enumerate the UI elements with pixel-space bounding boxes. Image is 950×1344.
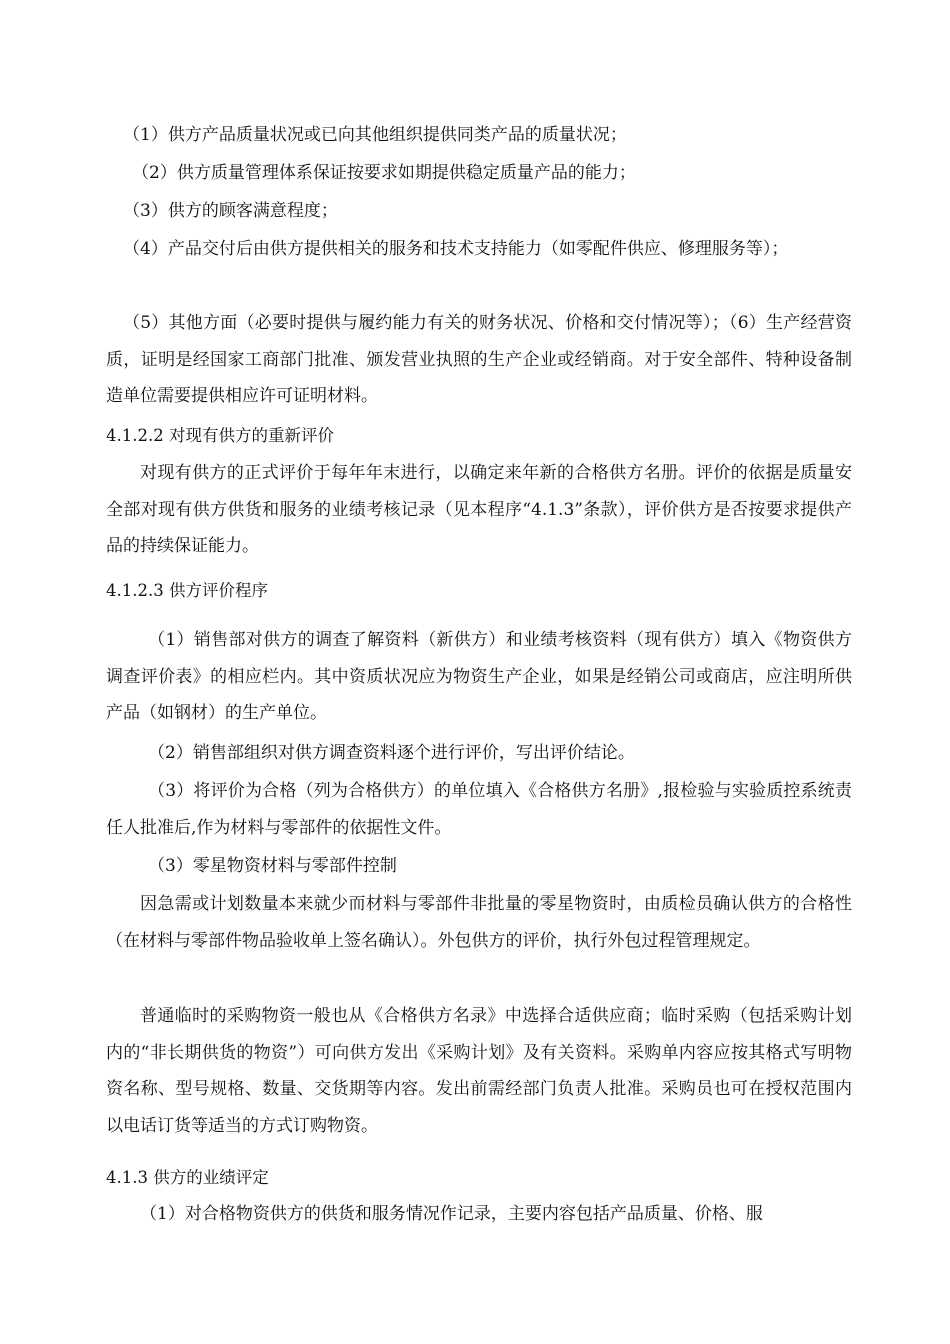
- paragraph-criteria-5-6: （5）其他方面（必要时提供与履约能力有关的财务状况、价格和交付情况等）；（6）生产经营资质，证明是经国家工商部门批准、颁发营业执照的生产企业或经销商。对于安全部件、特种设备制造单位需要提供相应许可证明材料。: [106, 313, 852, 406]
- paragraph-performance-1: （1）对合格物资供方的供货和服务情况作记录，主要内容包括产品质量、价格、服: [140, 1204, 763, 1224]
- paragraph-criteria-3: （3）供方的顾客满意程度；: [123, 201, 338, 221]
- paragraph-procedure-3-sporadic: （3）零星物资材料与零部件控制: [148, 856, 397, 876]
- paragraph-reevaluation: 对现有供方的正式评价于每年年末进行，以确定来年新的合格供方名册。评价的依据是质量安全部对现有供方供货和服务的业绩考核记录（见本程序“4.1.3”条款），评价供方是否按要求提供产品的持续保证能力。: [106, 463, 852, 556]
- paragraph-procedure-2: （2）销售部组织对供方调查资料逐个进行评价，写出评价结论。: [148, 743, 635, 763]
- paragraph-sporadic-materials: 因急需或计划数量本来就少而材料与零部件非批量的零星物资时，由质检员确认供方的合格性（在材料与零部件物品验收单上签名确认）。外包供方的评价，执行外包过程管理规定。: [106, 894, 852, 951]
- paragraph-temporary-purchase: 普通临时的采购物资一般也从《合格供方名录》中选择合适供应商；临时采购（包括采购计划内的“非长期供货的物资”）可向供方发出《采购计划》及有关资料。采购单内容应按其格式写明物资名称、型号规格、数量、交货期等内容。发出前需经部门负责人批准。采购员也可在授权范围内以电话订货等适当的方式订购物资。: [106, 1006, 852, 1136]
- paragraph-procedure-1: （1）销售部对供方的调查了解资料（新供方）和业绩考核资料（现有供方）填入《物资供方调查评价表》的相应栏内。其中资质状况应为物资生产企业，如果是经销公司或商店，应注明所供产品（如钢材）的生产单位。: [106, 630, 852, 723]
- heading-4-1-3: 4.1.3 供方的业绩评定: [106, 1168, 269, 1187]
- paragraph-criteria-1: （1）供方产品质量状况或已向其他组织提供同类产品的质量状况；: [123, 125, 627, 145]
- heading-4-1-2-3: 4.1.2.3 供方评价程序: [106, 581, 268, 600]
- paragraph-procedure-3: （3）将评价为合格（列为合格供方）的单位填入《合格供方名册》,报检验与实验质控系统责任人批准后,作为材料与零部件的依据性文件。: [106, 781, 852, 838]
- paragraph-criteria-4: （4）产品交付后由供方提供相关的服务和技术支持能力（如零配件供应、修理服务等）；: [123, 239, 789, 259]
- heading-4-1-2-2: 4.1.2.2 对现有供方的重新评价: [106, 426, 334, 445]
- paragraph-criteria-2: （2）供方质量管理体系保证按要求如期提供稳定质量产品的能力；: [132, 163, 636, 183]
